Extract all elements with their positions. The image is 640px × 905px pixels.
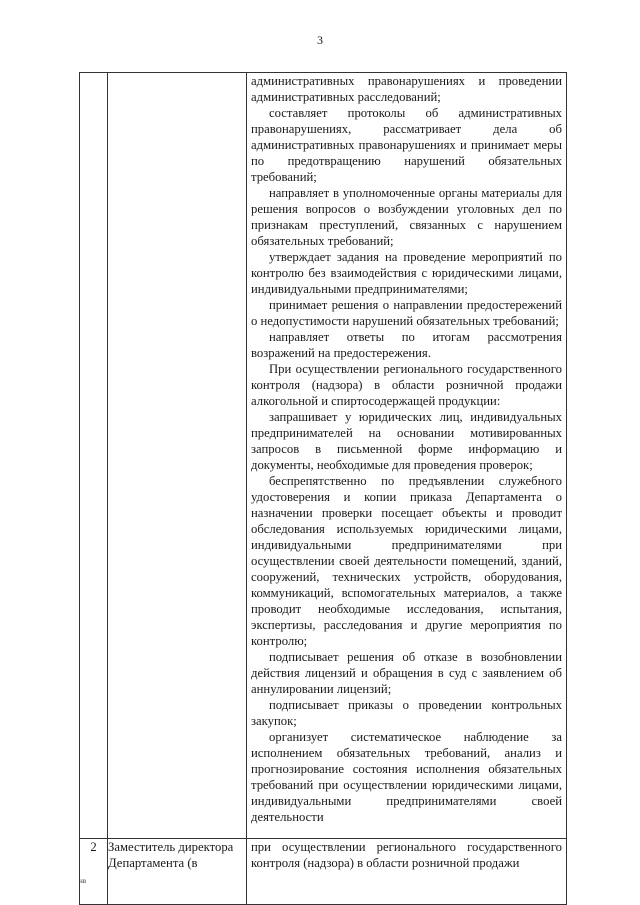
duties-cell: [247, 73, 567, 839]
table-row: [80, 73, 567, 839]
position-cell: [108, 73, 247, 839]
position-cell: Заместитель директора Департамента (в: [108, 839, 247, 905]
paragraph: беспрепятственно по предъявлении служебного удостоверения и копии приказа Департамента о назначении проверки посещает объекты и проводит обследования используемых юридическими лицами, индивидуальными предпринимателями при осуществлении своей деятельности помещений, зданий, сооружений, технических устройств, оборудования, коммуникаций, вспомогательных материалов, а также проводит необходимые исследования, испытания, экспертизы, расследования и другие мероприятия по контролю;: [251, 474, 562, 648]
paragraph: запрашивает у юридических лиц, индивидуальных предпринимателей на основании мотивированных запросов в письменной форме информацию и документы, необходимые для проведения проверок;: [251, 410, 562, 472]
paragraph: утверждает задания на проведение мероприятий по контролю без взаимодействия с юридическими лицами, индивидуальными предпринимателями;: [251, 250, 562, 296]
paragraph: принимает решения о направлении предостережений о недопустимости нарушений обязательных требований;: [251, 298, 562, 328]
duties-text: при осуществлении регионального государственного контроля (надзора) в области розничной продажи: [251, 840, 562, 870]
paragraph: административных правонарушениях и проведении административных расследований;: [251, 74, 562, 104]
page-number: 3: [317, 33, 323, 47]
table-row: [80, 839, 567, 905]
paragraph: составляет протоколы об административных правонарушениях, рассматривает дела об административных правонарушениях и принимает меры по предотвращению нарушений обязательных требований;: [251, 106, 562, 184]
duties-cell: [247, 839, 567, 905]
paragraph: организует систематическое наблюдение за исполнением обязательных требований, анализ и прогнозирование состояния исполнения обязательных требований при осуществлении юридическими лицами, индивидуальными предпринимателями своей деятельности: [251, 730, 562, 824]
number-cell: 2: [80, 839, 108, 905]
paragraph: направляет в уполномоченные органы материалы для решения вопросов о возбуждении уголовных дел по признакам преступлений, связанных с нарушением обязательных требований;: [251, 186, 562, 248]
paragraph: направляет ответы по итогам рассмотрения возражений на предостережения.: [251, 330, 562, 360]
responsibilities-table: [79, 72, 567, 905]
paragraph: подписывает решения об отказе в возобновлении действия лицензий и обращения в суд с заявлением об аннулировании лицензий;: [251, 650, 562, 696]
footer-mark: нв: [79, 877, 87, 885]
paragraph: подписывает приказы о проведении контрольных закупок;: [251, 698, 562, 728]
number-cell: [80, 73, 108, 839]
duties-text: [247, 73, 566, 825]
paragraph: При осуществлении регионального государственного контроля (надзора) в области розничной продажи алкогольной и спиртосодержащей продукции:: [251, 362, 562, 408]
